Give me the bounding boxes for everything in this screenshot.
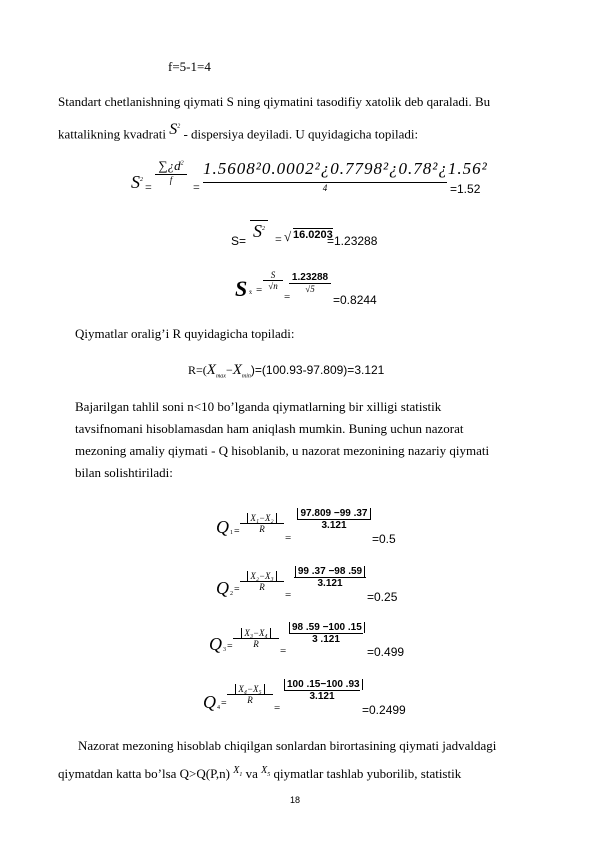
paragraph-3-line-2-start: qiymatdan katta bo’lsa Q>Q(P,n) [58,766,230,781]
paragraph-3-line-2 [58,766,461,788]
q2-fraction-1-num [240,571,284,581]
x1-sub: 1 [239,772,243,778]
variance-small-num [155,158,187,174]
q3-result: =0.499 [367,645,405,659]
range-prefix: R=( [188,363,207,377]
q2-eq-2: = [285,589,292,601]
q2-fraction-1-num-text: X₂−X₃ [247,571,276,581]
q1-fraction-2-den: 3.121 [321,520,347,531]
q1-eq-2: = [285,532,292,544]
sx-fraction-2 [289,272,331,294]
q4-fraction-2-den: 3.121 [309,691,335,702]
range-max-sub: max [215,373,226,380]
s-squared-symbol: $S^2$ [169,121,181,139]
paragraph-2-line-1: Bajarilgan tahlil soni n<10 bo’lganda qiymatlarning bir xilligi statistik [75,399,442,414]
paragraph-3-line-2-va: va [245,766,258,781]
q3-eq-2: = [280,645,287,657]
range-result: )=(100.93-97.809)=3.121 [250,363,385,377]
std-result: =1.23288 [327,234,378,248]
paragraph-1-line-1: Standart chetlanishning qiymati S ning qiymatini tasodifiy xatolik deb qaraladi. Bu [58,94,491,109]
q3-fraction-2-den: 3 .121 [312,634,340,645]
q1-sub: 1 [230,530,233,536]
range-formula [188,362,384,379]
sx-lhs-sub: x̄ [249,290,252,296]
variance-big-num: 1.5608²0.0002²¿0.7798²¿0.78²¿1.56² [203,159,488,178]
q4-eq-2: = [274,702,281,714]
paragraph-2-line-4: bilan solishtiriladi: [75,465,173,480]
variance-small-num-exp: 2 [180,160,184,167]
q4-fraction-2 [284,679,360,702]
q1-fraction-2 [297,508,371,531]
sx-lhs: S [235,276,248,301]
paragraph-3-line-2-end: qiymatlar tashlab yuborilib, statistik [273,766,462,781]
q3-fraction-1 [233,628,279,649]
std-sqrt-value: 16.0203 [293,229,333,241]
x1-symbol: X1 [233,765,243,778]
std-lhs: S= [231,234,247,248]
std-sqrt-sign: √ [284,229,292,244]
q3-sub: 3 [223,647,226,653]
q1-symbol: Q [216,517,229,537]
variance-big-den: 4 [322,183,328,193]
range-min-sub: min [241,373,251,380]
q4-result: =0.2499 [362,703,406,717]
paragraph-1-line-2-start: kattalikning kvadrati [58,126,166,142]
variance-result: =1.52 [450,182,481,196]
sx-eq-1: = [256,284,263,296]
variance-small-den: f [169,175,173,185]
range-intro: Qiymatlar oralig’i R quyidagicha topiladi: [75,326,295,341]
q2-eq-1: = [234,584,240,595]
q2-sub: 2 [230,591,233,597]
q2-symbol: Q [216,578,229,598]
q3-fraction-1-num-text: X₃−X₄ [241,628,270,638]
sx-result: =0.8244 [333,293,377,307]
x5-symbol: X5 [261,765,271,778]
paragraph-2-line-2: tavsifnomani hisoblamasdan ham aniqlash mumkin. Buning uchun nazorat [75,421,464,436]
q2-fraction-2-den: 3.121 [317,578,343,589]
q4-fraction-2-num-text: 100 .15−100 .93 [284,679,363,690]
variance-lhs-exp: 2 [140,177,143,183]
q1-fraction-2-num [297,508,371,519]
q4-fraction-2-num [284,679,360,690]
std-sqrt-s2 [250,220,268,242]
q4-eq-1: = [221,698,227,709]
paragraph-1-line-2 [58,123,418,142]
sx-fraction-1 [263,270,283,291]
sx-fraction-1-den: √n [268,281,278,291]
q1-eq-1: = [234,526,240,537]
paragraph-1-line-2-end: - dispersiya deyiladi. U quyidagicha topiladi: [183,126,419,142]
q4-sub: 4 [217,705,220,711]
q2-result: =0.25 [367,590,398,604]
std-root-s: S [253,221,262,241]
range-minus: − [225,363,233,377]
paragraph-3-line-1: Nazorat mezoning hisoblab chiqilgan sonlardan birortasining qiymati jadvaldagi [78,738,497,753]
q4-fraction-1-num-text: X₄−X₅ [235,684,264,694]
q1-result: =0.5 [372,532,396,546]
q2-fraction-1-den: R [259,582,265,592]
q4-fraction-1-den: R [247,695,253,705]
q4-fraction-1-num [227,684,273,694]
sx-fraction-2-num: 1.23288 [291,272,329,283]
q2-fraction-2-num-text: 99 .37 −98 .59 [295,566,365,577]
q3-fraction-2 [289,622,363,645]
q1-fraction-1 [240,513,284,534]
variance-small-num-text: ∑¿d [158,158,181,173]
q3-eq-1: = [227,641,233,652]
q1-fraction-1-num-text: X₁−X₂ [247,513,276,523]
s-squared-exp: 2 [177,124,181,130]
q1-fraction-1-den: R [259,524,265,534]
q1-fraction-2-num-text: 97.809 −99 .37 [297,508,370,519]
q3-fraction-1-num [233,628,279,638]
range-xmax: X [206,362,216,378]
q2-fraction-2 [294,566,366,589]
std-root-exp: 2 [262,226,265,232]
q2-fraction-2-num [294,566,366,577]
x5-sub: 5 [267,772,271,778]
q3-fraction-1-den: R [253,639,259,649]
variance-lhs [131,172,143,193]
q3-symbol: Q [209,634,222,654]
degrees-of-freedom-line: f=5-1=4 [168,59,211,74]
sx-fraction-1-num: S [270,270,276,280]
q2-fraction-1 [240,571,284,592]
variance-lhs-s: S [131,172,140,192]
range-xmin: X [232,362,242,378]
q1-fraction-1-num [240,513,284,523]
page-number: 18 [290,795,301,805]
sx-eq-2: = [284,291,291,303]
sx-fraction-2-den: √5 [305,284,315,294]
variance-small-fraction [155,158,187,185]
paragraph-2-line-3: mezoning amaliy qiymati - Q hisoblanib, u nazorat mezonining nazariy qiymati [75,443,490,458]
q3-fraction-2-num [289,622,363,633]
variance-eq-1: = [145,180,152,194]
q4-symbol: Q [203,692,216,712]
q4-fraction-1 [227,684,273,705]
variance-eq-2: = [193,180,200,194]
q3-fraction-2-num-text: 98 .59 −100 .15 [289,622,365,633]
std-eq: = [275,232,282,246]
